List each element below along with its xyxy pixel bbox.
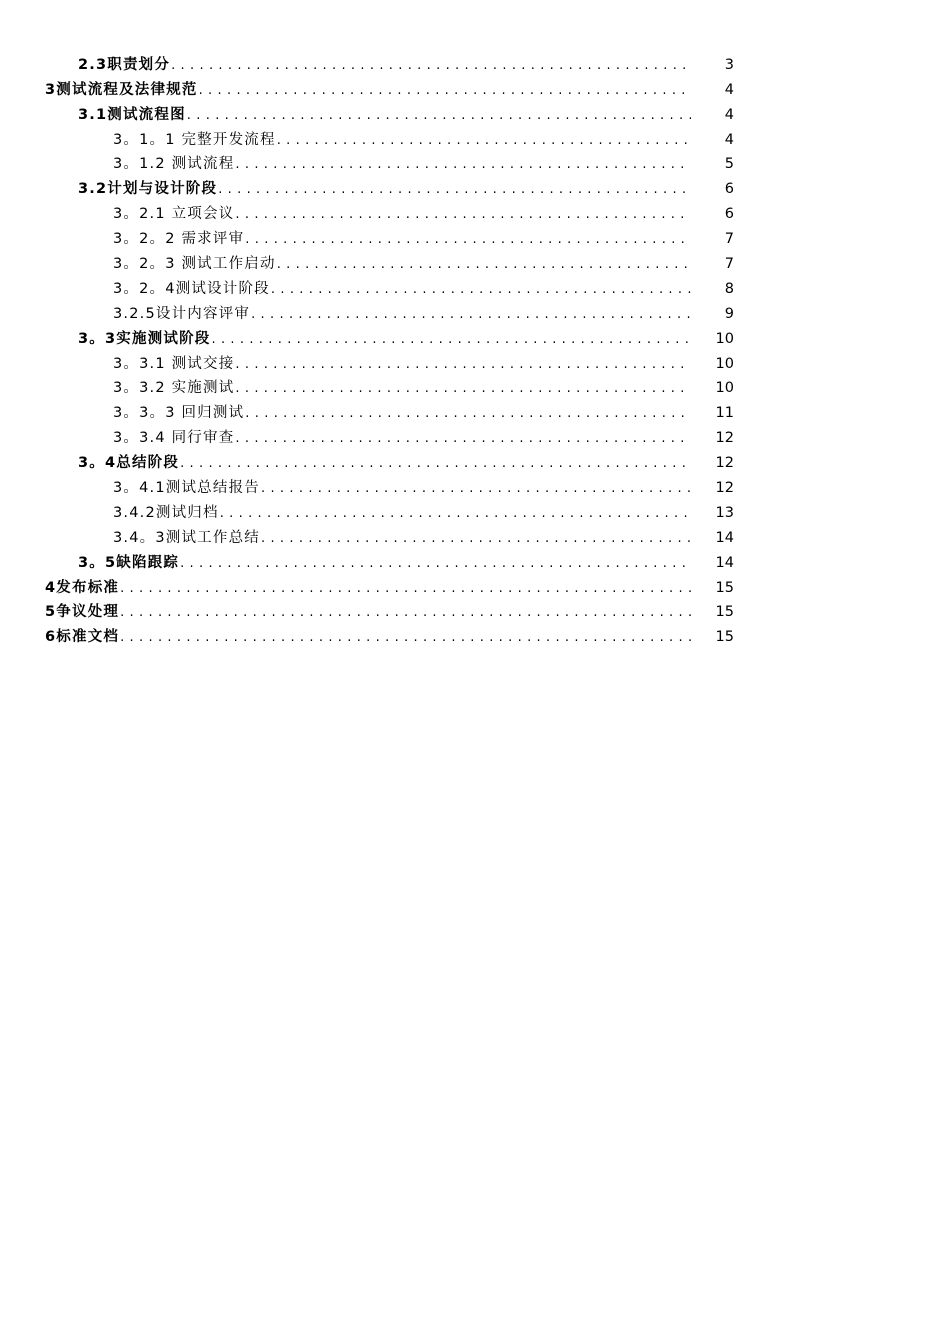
toc-page-number: 10: [715, 355, 734, 372]
toc-entry-title: 3.4。3测试工作总结: [113, 529, 260, 546]
toc-entry-3-1-2[interactable]: [0, 151, 950, 176]
toc-entry-3-3-1[interactable]: [0, 350, 950, 375]
dot-leader: [218, 181, 691, 198]
toc-page-number: 6: [724, 206, 734, 223]
toc-page-number: 15: [715, 629, 734, 646]
toc-entry-3[interactable]: [0, 76, 950, 101]
toc-entry-title: 3。2。2 需求评审: [113, 231, 245, 248]
toc-entry-title: 3.4.2测试归档: [113, 504, 219, 521]
toc-page-number: 7: [724, 231, 734, 248]
toc-entry-3-2[interactable]: [0, 175, 950, 200]
toc-entry-title: 3测试流程及法律规范: [45, 81, 198, 98]
toc-page-number: 3: [724, 56, 734, 73]
toc-page-number: 5: [724, 156, 734, 173]
toc-entry-title: 6标准文档: [45, 629, 120, 646]
dot-leader: [171, 57, 691, 74]
toc-entry-title: 3。1。1 完整开发流程: [113, 131, 276, 148]
toc-page-number: 14: [715, 554, 734, 571]
toc-entry-3-4-2[interactable]: [0, 499, 950, 524]
toc-page-number: 12: [715, 430, 734, 447]
toc-entry-title: 3。3.2 实施测试: [113, 380, 235, 397]
toc-entry-3-2-2[interactable]: [0, 225, 950, 250]
toc-entry-4[interactable]: [0, 574, 950, 599]
dot-leader: [220, 505, 691, 522]
toc-entry-title: 3。3实施测试阶段: [78, 330, 211, 347]
toc-entry-title: 3。1.2 测试流程: [113, 156, 235, 173]
dot-leader: [235, 430, 691, 447]
dot-leader: [235, 356, 691, 373]
dot-leader: [120, 629, 691, 646]
toc-page-number: 12: [715, 455, 734, 472]
toc-entry-3-3-3[interactable]: [0, 399, 950, 424]
dot-leader: [235, 206, 691, 223]
toc-entry-2-3[interactable]: [0, 51, 950, 76]
toc-entry-title: 3.2.5设计内容评审: [113, 305, 251, 322]
toc-entry-3-5[interactable]: [0, 549, 950, 574]
toc-page-number: 12: [715, 480, 734, 497]
toc-page-number: 8: [724, 280, 734, 297]
toc-entry-title: 4发布标准: [45, 579, 120, 596]
toc-entry-title: 3。5缺陷跟踪: [78, 554, 180, 571]
toc-entry-title: 5争议处理: [45, 604, 120, 621]
toc-entry-title: 3。4总结阶段: [78, 455, 180, 472]
toc-entry-3-2-4[interactable]: [0, 275, 950, 300]
toc-entry-3-4-1[interactable]: [0, 474, 950, 499]
dot-leader: [120, 604, 691, 621]
dot-leader: [271, 281, 691, 298]
dot-leader: [180, 455, 691, 472]
toc-page-number: 15: [715, 604, 734, 621]
dot-leader: [235, 380, 691, 397]
toc-entry-3-3-2[interactable]: [0, 375, 950, 400]
dot-leader: [261, 530, 691, 547]
toc-entry-title: 3.1测试流程图: [78, 106, 186, 123]
dot-leader: [277, 132, 691, 149]
toc-entry-6[interactable]: [0, 623, 950, 648]
dot-leader: [245, 405, 691, 422]
toc-page-number: 9: [724, 305, 734, 322]
toc-entry-title: 3。2。4测试设计阶段: [113, 280, 270, 297]
toc-page-number: 13: [715, 504, 734, 521]
toc-entry-3-1-1[interactable]: [0, 126, 950, 151]
toc-entry-title: 2.3职责划分: [78, 56, 171, 73]
toc-page-number: 10: [715, 380, 734, 397]
toc-entry-5[interactable]: [0, 599, 950, 624]
toc-entry-3-2-5[interactable]: [0, 300, 950, 325]
toc-page-number: 10: [715, 330, 734, 347]
dot-leader: [180, 555, 691, 572]
dot-leader: [235, 156, 691, 173]
toc-page-number: 4: [724, 131, 734, 148]
toc-page-number: 15: [715, 579, 734, 596]
toc-page-number: 4: [724, 81, 734, 98]
toc-entry-title: 3.2计划与设计阶段: [78, 181, 218, 198]
toc-entry-3-2-1[interactable]: [0, 200, 950, 225]
toc-entry-title: 3。3.1 测试交接: [113, 355, 235, 372]
toc-page-number: 7: [724, 256, 734, 273]
toc-entry-3-3-4[interactable]: [0, 424, 950, 449]
dot-leader: [211, 331, 691, 348]
dot-leader: [251, 306, 691, 323]
toc-entry-3-4[interactable]: [0, 449, 950, 474]
toc-page-number: 4: [724, 106, 734, 123]
toc-entry-title: 3。3.4 同行审查: [113, 430, 235, 447]
toc-entry-title: 3。2.1 立项会议: [113, 206, 235, 223]
table-of-contents: [0, 51, 950, 648]
toc-entry-title: 3。3。3 回归测试: [113, 405, 245, 422]
toc-entry-3-4-3[interactable]: [0, 524, 950, 549]
dot-leader: [187, 107, 691, 124]
toc-page-number: 14: [715, 529, 734, 546]
toc-page-number: 11: [715, 405, 734, 422]
dot-leader: [261, 480, 691, 497]
toc-entry-3-2-3[interactable]: [0, 250, 950, 275]
toc-entry-3-1[interactable]: [0, 101, 950, 126]
toc-entry-title: 3。2。3 测试工作启动: [113, 256, 276, 273]
dot-leader: [120, 580, 691, 597]
toc-entry-3-3[interactable]: [0, 325, 950, 350]
toc-page-number: 6: [724, 181, 734, 198]
toc-entry-title: 3。4.1测试总结报告: [113, 480, 260, 497]
dot-leader: [245, 231, 691, 248]
dot-leader: [199, 82, 691, 99]
dot-leader: [277, 256, 691, 273]
